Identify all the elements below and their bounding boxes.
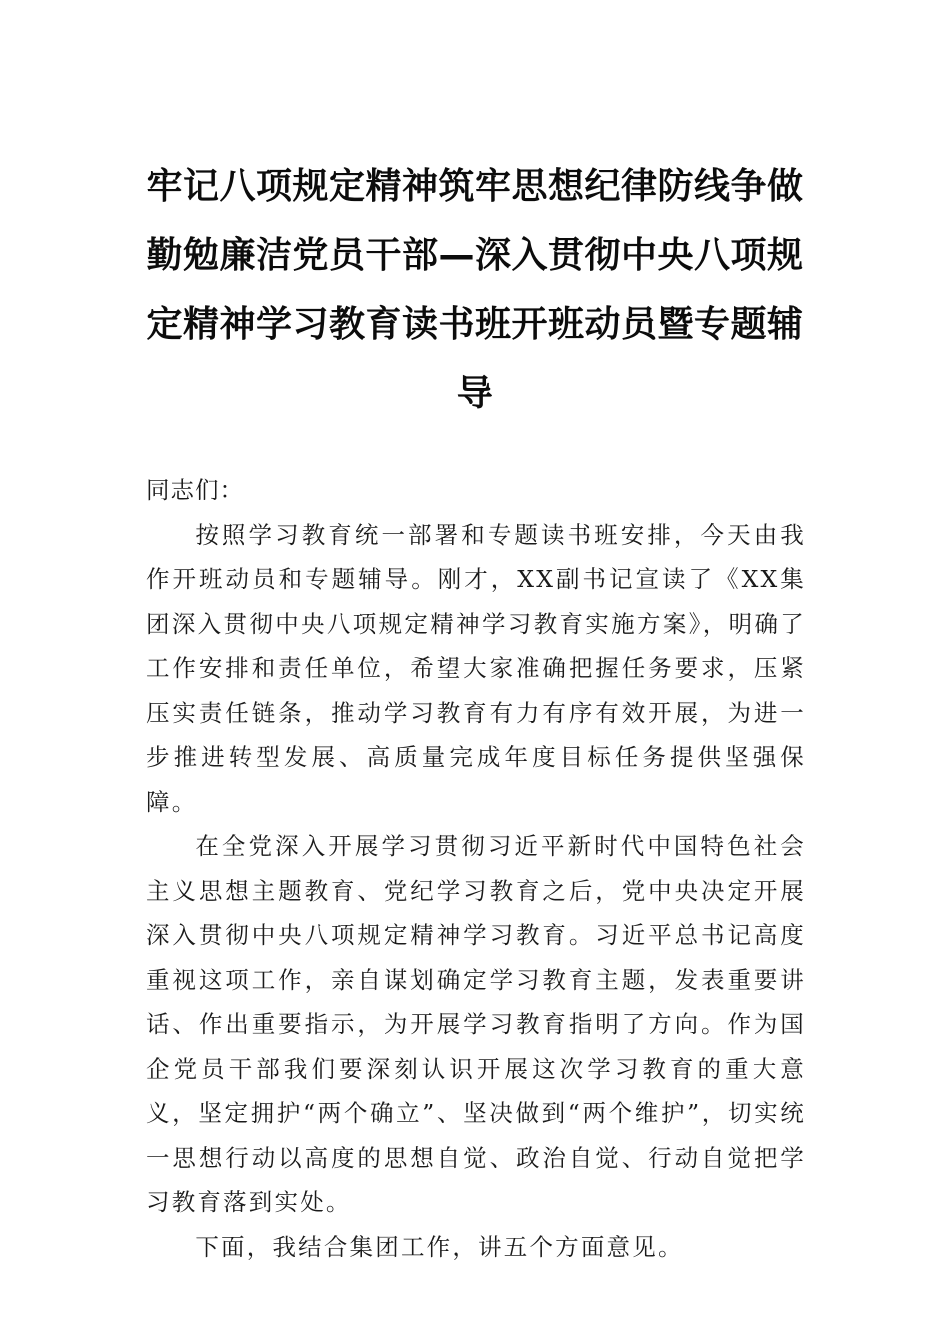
document-title: 牢记八项规定精神筑牢思想纪律防线争做勤勉廉洁党员干部—深入贯彻中央八项规定精神学习教育读书班开班动员暨专题辅导 — [146, 166, 804, 414]
salutation: 同志们： — [146, 476, 244, 504]
body-paragraph-2: 在全党深入开展学习贯彻习近平新时代中国特色社会主义思想主题教育、党纪学习教育之后，党中央决定开展深入贯彻中央八项规定精神学习教育。习近平总书记高度重视这项工作，亲自谋划确定学习教育主题，发表重要讲话、作出重要指示，为开展学习教育指明了方向。作为国企党员干部我们要深刻认识开展这次学习教育的重大意义，坚定拥护“两个确立”、坚决做到“两个维护”，切实统一思想行动以高度的思想自觉、政治自觉、行动自觉把学习教育落到实处。 — [146, 832, 806, 1216]
body-paragraph-1: 按照学习教育统一部署和专题读书班安排，今天由我作开班动员和专题辅导。刚才，XX副书记宣读了《XX集团深入贯彻中央八项规定精神学习教育实施方案》，明确了工作安排和责任单位，希望大家准确把握任务要求，压紧压实责任链条，推动学习教育有力有序有效开展，为进一步推进转型发展、高质量完成年度目标任务提供坚强保障。 — [146, 520, 806, 816]
document-body — [146, 468, 806, 1269]
body-paragraph-3: 下面，我结合集团工作，讲五个方面意见。 — [195, 1232, 684, 1261]
